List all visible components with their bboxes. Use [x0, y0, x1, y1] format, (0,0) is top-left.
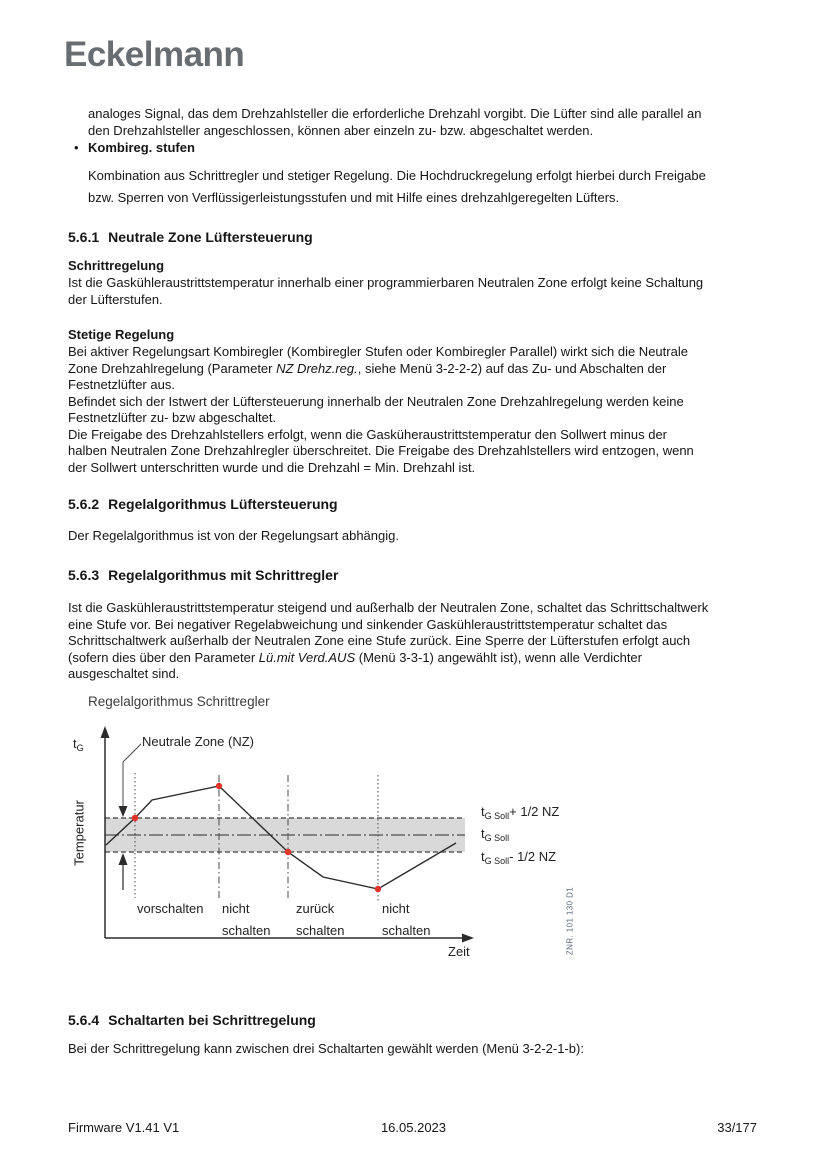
- footer-firmware: Firmware V1.41 V1: [68, 1120, 180, 1135]
- limit-label-setpoint: [481, 826, 509, 843]
- body-line: der Lüfterstufen.: [68, 291, 163, 307]
- body-line: [68, 361, 694, 378]
- section-562-paragraph: Der Regelalgorithmus ist von der Regelungsart abhängig.: [68, 528, 399, 543]
- event-label-vorschalten: vorschalten: [137, 901, 204, 916]
- body-line: Bei aktiver Regelungsart Kombiregler (Kombiregler Stufen oder Kombiregler Parallel) wirkt sich die Neutrale: [68, 344, 688, 359]
- limit-sub: G Soll: [484, 811, 510, 821]
- body-line-part: Zone Drehzahlregelung (Parameter: [68, 360, 277, 376]
- body-line-part: (sofern dies über den Parameter: [68, 649, 259, 665]
- intro-paragraph: [88, 106, 702, 139]
- section-heading-564: [68, 1012, 316, 1028]
- parameter-name: Lü.mit Verd.AUS: [258, 649, 356, 665]
- nz-up-arrowhead: [119, 853, 128, 865]
- subheading-schrittregelung: Schrittregelung: [68, 258, 165, 273]
- body-line: der Sollwert unterschritten wurde und die Drehzahl = Min. Drehzahl ist.: [68, 459, 476, 475]
- bullet-body: [88, 165, 706, 208]
- section-heading-561: [68, 229, 313, 245]
- y-axis-symbol: [73, 736, 84, 753]
- event-label-line: zurück: [296, 901, 335, 916]
- subheading-stetige-regelung: Stetige Regelung: [68, 327, 175, 342]
- limit-label-lower: [481, 849, 556, 866]
- body-line: Ist die Gaskühleraustrittstemperatur steigend und außerhalb der Neutralen Zone, schaltet das Schrittschaltwerk: [68, 600, 709, 615]
- event-label-line: schalten: [222, 923, 271, 938]
- nz-down-arrowhead: [119, 806, 128, 817]
- body-line: Festnetzlüfter aus.: [68, 377, 175, 392]
- section-title: Neutrale Zone Lüftersteuerung: [108, 229, 313, 245]
- body-line: [68, 650, 708, 667]
- nz-leader-line: [123, 744, 141, 808]
- limit-sub: G Soll: [484, 833, 510, 843]
- y-axis-arrowhead: [101, 726, 110, 738]
- figure-regelalgorithmus: [65, 718, 595, 968]
- section-number: 5.6.2: [68, 496, 100, 512]
- x-axis-arrowhead: [462, 934, 474, 943]
- body-line: Die Freigabe des Drehzahlstellers erfolgt, wenn die Gasküheraustrittstemperatur den Sollwert minus der: [68, 426, 668, 442]
- company-logo: Eckelmann: [64, 35, 245, 74]
- body-line-part: , siehe Menü 3-2-2-2) auf das Zu- und Abschalten der: [357, 360, 667, 376]
- schrittregelung-paragraph: [68, 275, 703, 308]
- bullet-title: Kombireg. stufen: [88, 140, 195, 155]
- section-number: 5.6.3: [68, 567, 100, 583]
- event-label-nicht-schalten-1: [222, 898, 270, 942]
- y-axis-title: Temperatur: [71, 800, 87, 866]
- y-symbol-sub: G: [76, 743, 84, 753]
- event-label-line: schalten: [296, 923, 345, 938]
- figure-caption: Regelalgorithmus Schrittregler: [88, 694, 270, 709]
- event-label-nicht-schalten-2: [382, 898, 430, 942]
- y-symbol-base: t: [73, 736, 77, 751]
- section-heading-563: [68, 567, 338, 583]
- body-line: Kombination aus Schrittregler und stetiger Regelung. Die Hochdruckregelung erfolgt hierbei durch Freigabe: [88, 168, 706, 183]
- drawing-number: ZNR. 101 130 D1: [565, 886, 575, 956]
- limit-base: t: [481, 849, 485, 864]
- parameter-name: NZ Drehz.reg.: [276, 360, 358, 376]
- body-line: Festnetzlüfter zu- bzw abgeschaltet.: [68, 410, 277, 425]
- stetige-regelung-paragraph: [68, 344, 694, 476]
- event-marker-3: [285, 849, 291, 855]
- event-label-line: nicht: [222, 901, 250, 916]
- limit-rest: + 1/2 NZ: [509, 804, 560, 819]
- body-line: eine Stufe vor. Bei negativer Regelabweichung und sinkender Gaskühleraustrittstemperatur schaltet das: [68, 616, 668, 632]
- section-number: 5.6.4: [68, 1012, 100, 1028]
- body-line: bzw. Sperren von Verflüssigerleistungsstufen und mit Hilfe eines drehzahlgeregelten Lüfters.: [88, 189, 620, 205]
- section-number: 5.6.1: [68, 229, 100, 245]
- section-title: Schaltarten bei Schrittregelung: [108, 1012, 316, 1028]
- body-line: Ist die Gaskühleraustrittstemperatur innerhalb einer programmierbaren Neutralen Zone erfolgt keine Schaltung: [68, 275, 704, 290]
- event-marker-2: [216, 783, 222, 789]
- body-line: den Drehzahlsteller angeschlossen, können aber einzeln zu- bzw. abgeschaltet werden.: [88, 122, 594, 138]
- section-title: Regelalgorithmus mit Schrittregler: [108, 567, 339, 583]
- section-title: Regelalgorithmus Lüftersteuerung: [108, 496, 338, 512]
- event-label-line: nicht: [382, 901, 410, 916]
- event-marker-4: [375, 886, 381, 892]
- nz-annotation: Neutrale Zone (NZ): [142, 734, 254, 749]
- event-marker-1: [132, 815, 138, 821]
- bullet-item: [74, 140, 195, 155]
- section-564-paragraph: Bei der Schrittregelung kann zwischen drei Schaltarten gewählt werden (Menü 3-2-2-1-b):: [68, 1041, 584, 1056]
- event-label-line: schalten: [382, 923, 431, 938]
- footer-page-number: 33/177: [717, 1120, 757, 1135]
- body-line: Befindet sich der Istwert der Lüftersteuerung innerhalb der Neutralen Zone Drehzahlregelung werden keine: [68, 393, 684, 409]
- limit-label-upper: [481, 804, 559, 821]
- limit-sub: G Soll: [484, 856, 510, 866]
- bullet-icon: •: [74, 140, 79, 155]
- body-line: Schrittschaltwerk außerhalb der Neutralen Zone eine Stufe zurück. Eine Sperre der Lüfterstufen erfolgt auch: [68, 633, 691, 648]
- body-line: analoges Signal, das dem Drehzahlsteller die erforderliche Drehzahl vorgibt. Die Lüfter sind alle parallel an: [88, 106, 702, 121]
- section-heading-562: [68, 496, 338, 512]
- limit-base: t: [481, 804, 485, 819]
- body-line-part: (Menü 3-3-1) angewählt ist), wenn alle Verdichter: [355, 649, 642, 665]
- limit-base: t: [481, 826, 485, 841]
- body-line: ausgeschaltet sind.: [68, 666, 180, 681]
- limit-rest: - 1/2 NZ: [509, 849, 557, 864]
- section-563-paragraph: [68, 600, 708, 683]
- event-label-zurueck-schalten: [296, 898, 344, 942]
- body-line: halben Neutralen Zone Drehzahlregler überschreitet. Die Freigabe des Drehzahlstellers wird entzogen, wenn: [68, 443, 694, 458]
- footer-date: 16.05.2023: [380, 1120, 447, 1135]
- x-axis-title: Zeit: [448, 944, 470, 959]
